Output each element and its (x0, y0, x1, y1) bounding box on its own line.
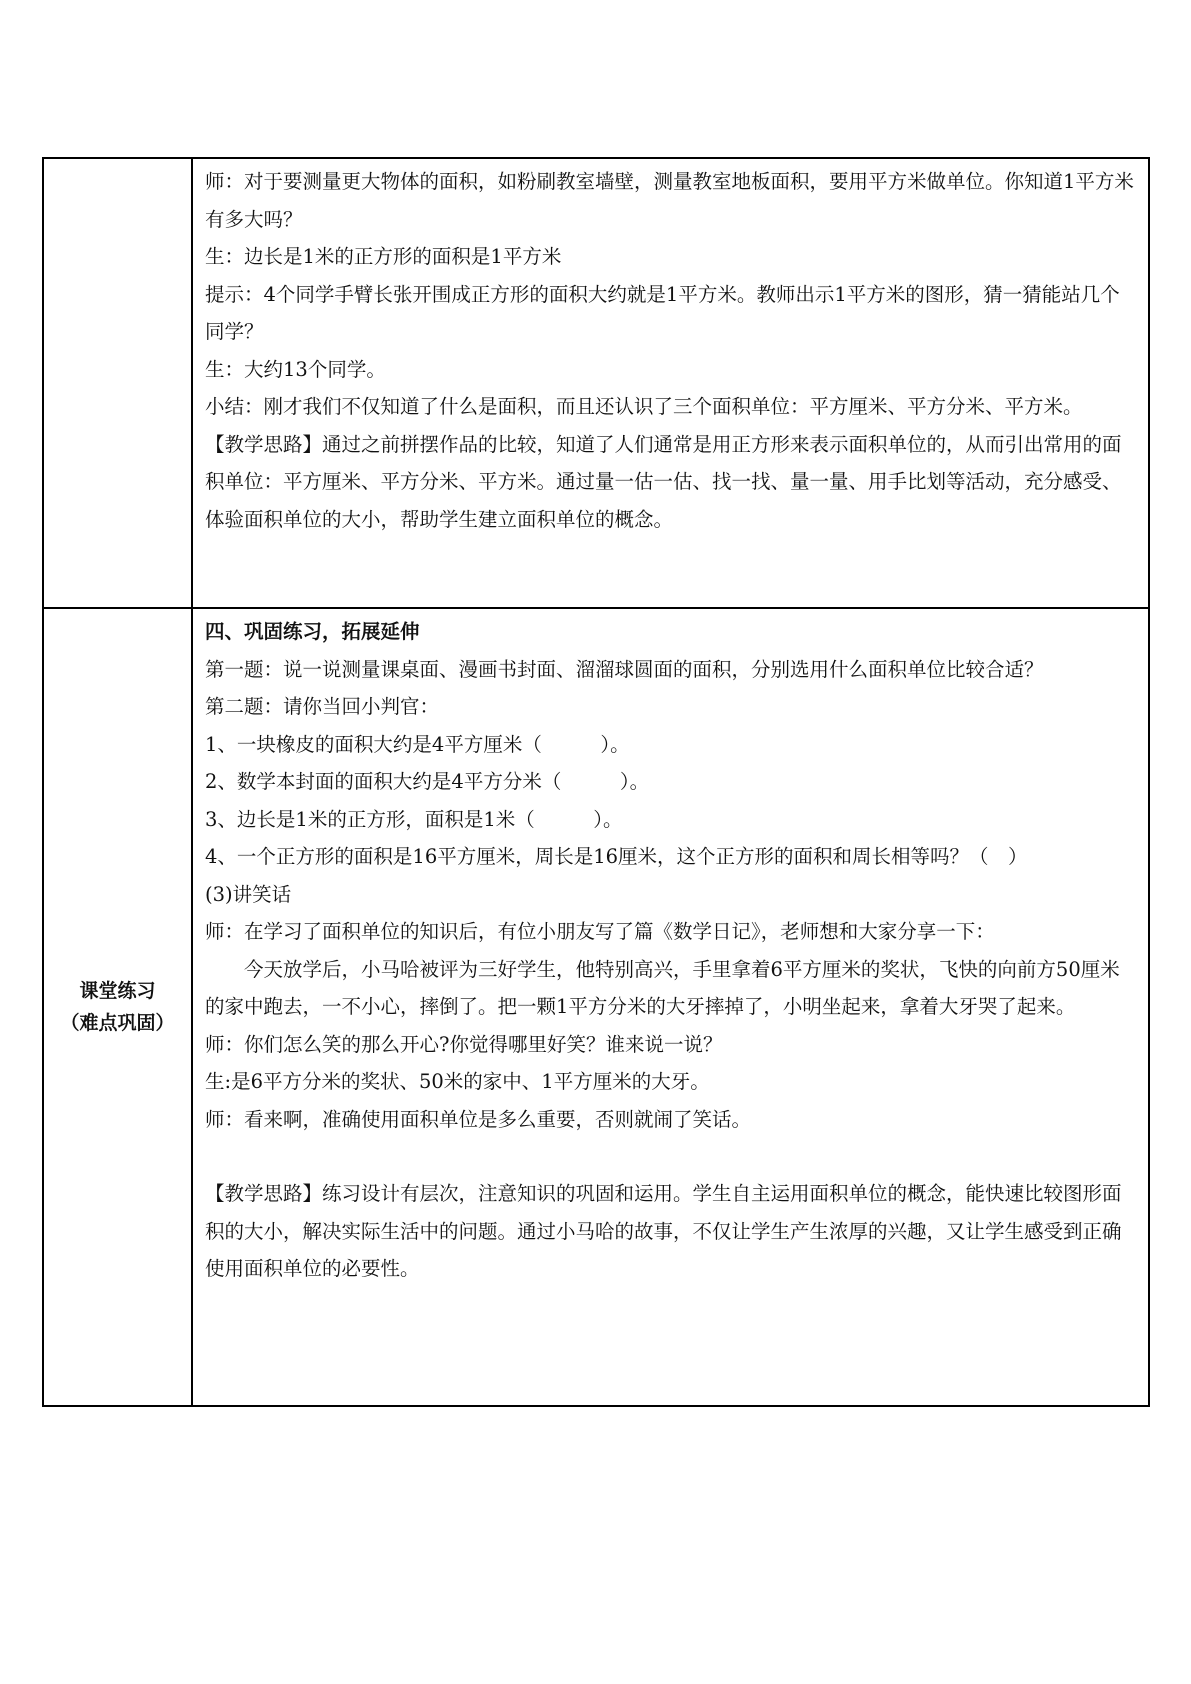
teaching-thinking: 【教学思路】通过之前拼摆作品的比较，知道了人们通常是用正方形来表示面积单位的，从而引出常用的面积单位：平方厘米、平方分米、平方米。通过量一估一估、找一找、量一量、用手比划等活动，充分感受、体验面积单位的大小，帮助学生建立面积单位的概念。 (205, 432, 1122, 531)
student-line: 生:是6平方分米的奖状、50米的家中、1平方厘米的大牙。 (205, 1070, 710, 1093)
label-line: 课堂练习 (79, 980, 156, 1002)
judgement-item: 3、边长是1米的正方形，面积是1米（ ）。 (205, 807, 623, 831)
teacher-line: 师：在学习了面积单位的知识后，有位小朋友写了篇《数学日记》，老师想和大家分享一下： (205, 920, 995, 943)
section-title: 四、巩固练习，拓展延伸 (205, 620, 420, 643)
table-row (43, 608, 1149, 1406)
paragraph: 生：边长是1米的正方形的面积是1平方米 (205, 245, 562, 268)
row-label-cell (43, 158, 192, 608)
row-label (44, 975, 191, 1039)
table-row (43, 158, 1149, 608)
paragraph: 提示：4个同学手臂长张开围成正方形的面积大约就是1平方米。教师出示1平方米的图形，猜一猜能站几个同学？ (205, 282, 1120, 343)
teacher-line: 师：看来啊，准确使用面积单位是多么重要，否则就闹了笑话。 (205, 1107, 752, 1131)
teaching-thinking: 【教学思路】练习设计有层次，注意知识的巩固和运用。学生自主运用面积单位的概念，能快速比较图形面积的大小，解决实际生活中的问题。通过小马哈的故事，不仅让学生产生浓厚的兴趣，又让学生感受到正确使用面积单位的必要性。 (205, 1182, 1122, 1280)
question-1: 第一题：说一说测量课桌面、漫画书封面、溜溜球圆面的面积，分别选用什么面积单位比较合适？ (205, 657, 1044, 681)
blank-line (205, 1138, 1134, 1175)
row-content-cell (192, 608, 1149, 1406)
lesson-table (42, 157, 1150, 1407)
judgement-item: 1、一块橡皮的面积大约是4平方厘米（ ）。 (205, 732, 630, 756)
question-2: 第二题：请你当回小判官： (205, 695, 440, 718)
question-3: (3)讲笑话 (205, 882, 292, 906)
paragraph: 师：对于要测量更大物体的面积，如粉刷教室墙壁，测量教室地板面积，要用平方米做单位。你知道1平方米有多大吗？ (205, 170, 1134, 231)
judgement-item: 2、数学本封面的面积大约是4平方分米（ ）。 (205, 770, 650, 793)
label-line: （难点巩固） (60, 1012, 175, 1034)
teacher-line: 师：你们怎么笑的那么开心?你觉得哪里好笑？谁来说一说？ (205, 1032, 723, 1056)
paragraph: 生：大约13个同学。 (205, 357, 386, 381)
row-content-cell (192, 158, 1149, 608)
story-paragraph: 今天放学后，小马哈被评为三好学生，他特别高兴，手里拿着6平方厘米的奖状，飞快的向前方50厘米的家中跑去，一不小心，摔倒了。把一颗1平方分米的大牙摔掉了，小明坐起来，拿着大牙哭了起来。 (205, 957, 1120, 1018)
paragraph: 小结：刚才我们不仅知道了什么是面积，而且还认识了三个面积单位：平方厘米、平方分米、平方米。 (205, 395, 1083, 418)
judgement-item: 4、一个正方形的面积是16平方厘米，周长是16厘米，这个正方形的面积和周长相等吗？（ ） (205, 845, 1028, 868)
row-label-cell (43, 608, 192, 1406)
